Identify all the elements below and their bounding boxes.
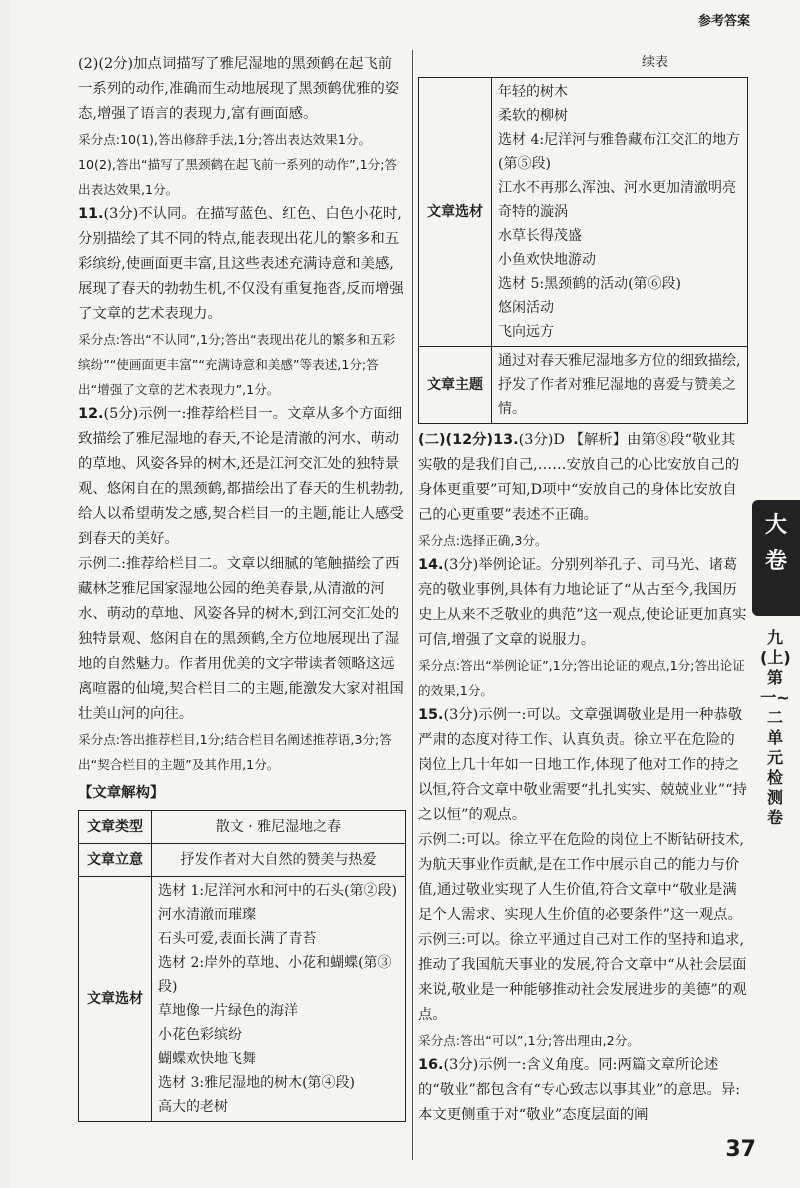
q11-answer: [78, 202, 406, 327]
q10-2-answer: (2)(2分)加点词描写了雅尼湿地的黑颈鹤在起飞前一系列的动作,准确而生动地展现了黑颈鹤优雅的姿态,增强了语言的表现力,富有画面感。: [78, 56, 400, 122]
material-list: [492, 78, 748, 347]
list-item: 奇特的漩涡: [498, 204, 568, 220]
page: [10, 0, 800, 1188]
q16-answer: [418, 1053, 748, 1128]
side-tab-char-2: 卷: [764, 549, 787, 574]
table-row: [79, 844, 406, 877]
side-vertical-title: 九(上)第一~二单元检测卷: [760, 628, 791, 827]
q15-number: 15.: [418, 707, 444, 723]
header-title: 参考答案: [697, 14, 750, 29]
idea-key: 文章立意: [79, 844, 152, 877]
page-header: [698, 10, 750, 29]
table-row: [419, 347, 748, 424]
list-item: 水草长得茂盛: [498, 228, 582, 244]
q13-score: 采分点:选择正确,3分。: [418, 533, 548, 548]
theme-value: 通过对春天雅尼湿地多方位的细致描绘,抒发了作者对雅尼湿地的喜爱与赞美之情。: [492, 347, 748, 424]
q12-score: 采分点:答出推荐栏目,1分;结合栏目名阐述推荐语,3分;答出“契合栏目的主题”及其作用,1分。: [78, 732, 392, 772]
column-divider: [412, 50, 413, 1160]
q15-score: 采分点:答出“可以”,1分;答出理由,2分。: [418, 1033, 640, 1048]
side-tab-char-1: 大: [764, 513, 787, 538]
list-item: 选材 2:岸外的草地、小花和蝴蝶(第③段): [158, 955, 392, 995]
q12-answer: [78, 402, 406, 552]
idea-value: 抒发作者对大自然的赞美与热爱: [152, 844, 406, 877]
structure-title: 【文章解构】: [78, 785, 165, 801]
material-list: [152, 877, 406, 1122]
list-item: 选材 3:雅尼湿地的树木(第④段): [158, 1075, 355, 1091]
q12-text-b: 示例二:推荐给栏目二。文章以细腻的笔触描绘了西藏林芝雅尼国家湿地公园的绝美春景,从清澈的河水、萌动的草地、风姿各异的树木,到江河交汇处的独特景观、悠闲自在的黑颈鹤,全方位地展现出了湿地的自然魅力。作者用优美的文字带读者领略这远离喧嚣的仙境,契合栏目二的主题,能激发大家对祖国壮美山河的向往。: [78, 556, 404, 722]
table-row: [79, 877, 406, 1122]
list-item: 悠闲活动: [498, 300, 554, 316]
q15-answer: [418, 703, 748, 828]
list-item: 江水不再那么浑浊、河水更加清澈明亮: [498, 180, 736, 196]
q12-text-a: (5分)示例一:推荐给栏目一。文章从多个方面细致描绘了雅尼湿地的春天,不论是清澈的河水、萌动的草地、风姿各异的树木,还是江河交汇处的独特景观、悠闲自在的黑颈鹤,都描绘出了春天的生机勃勃,给人以希望萌发之感,契合栏目一的主题,能让人感受到春天的美好。: [78, 406, 404, 547]
list-item: 河水清澈而璀璨: [158, 907, 256, 923]
material-key: 文章选材: [79, 877, 152, 1122]
right-column: [418, 52, 748, 1128]
table-row: [79, 811, 406, 844]
q12-number: 12.: [78, 406, 104, 422]
list-item: 选材 1:尼洋河水和河中的石头(第②段): [158, 883, 397, 899]
continued-label: 续表: [641, 55, 668, 70]
q16-text: (3分)示例一:含义角度。同:两篇文章所论述的“敬业”都包含有“专心致志以事其业”的意思。异:本文更侧重于对“敬业”态度层面的阐: [418, 1057, 741, 1123]
list-item: 选材 4:尼洋河与雅鲁藏布江交汇的地方(第⑤段): [498, 132, 741, 172]
q14-score: 采分点:答出“举例论证”,1分;答出论证的观点,1分;答出论证的效果,1分。: [418, 658, 745, 698]
list-item: 石头可爱,表面长满了青苔: [158, 931, 317, 947]
theme-key: 文章主题: [419, 347, 492, 424]
type-value: 散文 · 雅尼湿地之春: [152, 811, 406, 844]
structure-table-continued: [418, 77, 748, 424]
q16-number: 16.: [418, 1057, 444, 1073]
q11-score: 采分点:答出“不认同”,1分;答出“表现出花儿的繁多和五彩缤纷”“使画面更丰富”“充满诗意和美感”等表述,1分;答出“增强了文章的艺术表现力”,1分。: [78, 332, 396, 397]
q10-score: 采分点:10(1),答出修辞手法,1分;答出表达效果1分。10(2),答出“描写了黑颈鹤在起飞前一系列的动作”,1分;答出表达效果,1分。: [78, 132, 398, 197]
table-row: [419, 78, 748, 347]
type-key: 文章类型: [79, 811, 152, 844]
q11-number: 11.: [78, 206, 104, 222]
list-item: 小花色彩缤纷: [158, 1027, 242, 1043]
q14-number: 14.: [418, 557, 444, 573]
list-item: 年轻的树木: [498, 84, 568, 100]
q14-text: (3分)举例论证。分别列举孔子、司马光、诸葛亮的敬业事例,具体有力地论证了“从古至今,我国历史上从来不乏敬业的典范”这一观点,使论证更加真实可信,增强了文章的说服力。: [418, 557, 747, 648]
side-tab: [752, 500, 800, 616]
list-item: 飞向远方: [498, 324, 554, 340]
page-number: 37: [725, 1137, 756, 1162]
q15-text-c: 示例三:可以。徐立平通过自己对工作的坚持和追求,推动了我国航天事业的发展,符合文章中“从社会层面来说,敬业是一种能够推动社会发展进步的美德”的观点。: [418, 932, 747, 1023]
structure-table: [78, 810, 406, 1122]
q14-answer: [418, 553, 748, 653]
q11-text: (3分)不认同。在描写蓝色、红色、白色小花时,分别描绘了其不同的特点,能表现出花儿的繁多和五彩缤纷,使画面更丰富,且这些表述充满诗意和美感,展现了春天的勃勃生机,不仅没有重复拖沓,反而增强了文章的艺术表现力。: [78, 206, 404, 322]
list-item: 蝴蝶欢快地飞舞: [158, 1051, 256, 1067]
left-column: [78, 52, 406, 1122]
list-item: 高大的老树: [158, 1099, 228, 1115]
list-item: 柔软的柳树: [498, 108, 568, 124]
q13-number: (二)(12分)13.: [418, 432, 519, 448]
q13-text: (3分)D 【解析】由第⑧段“敬业其实敬的是我们自己,……安放自己的心比安放自己的身体更重要”可知,D项中“安放自己的身体比安放自己的心更重要”表述不正确。: [418, 432, 740, 523]
q15-text-b: 示例二:可以。徐立平在危险的岗位上不断钻研技术,为航天事业作贡献,是在工作中展示自己的能力与价值,通过敬业实现了人生价值,符合文章中“敬业是满足个人需求、实现人生价值的必要条件”这一观点。: [418, 832, 745, 923]
material-key: 文章选材: [419, 78, 492, 347]
list-item: 草地像一片绿色的海洋: [158, 1003, 298, 1019]
q13-answer: [418, 428, 748, 528]
q15-text-a: (3分)示例一:可以。文章强调敬业是用一种恭敬严肃的态度对待工作、认真负责。徐立平在危险的岗位上几十年如一日地工作,体现了他对工作的持之以恒,符合文章中敬业需要“扎扎实实、兢兢业业”“持之以恒”的观点。: [418, 707, 747, 823]
list-item: 小鱼欢快地游动: [498, 252, 596, 268]
list-item: 选材 5:黑颈鹤的活动(第⑥段): [498, 276, 681, 292]
